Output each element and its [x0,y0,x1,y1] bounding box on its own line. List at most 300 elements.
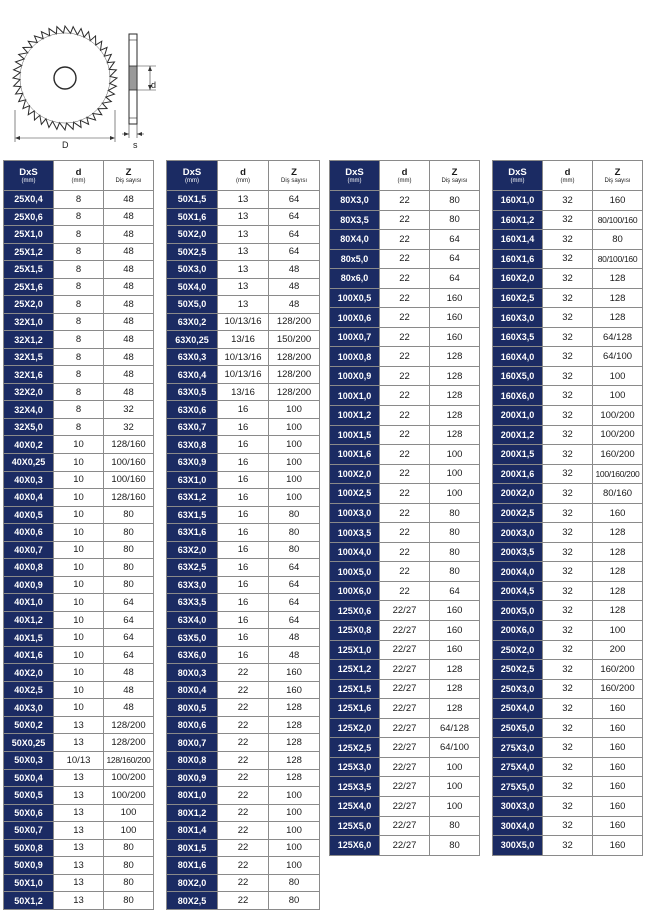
cell-bore-d: 13 [54,787,104,805]
cell-bore-d: 13 [218,191,269,209]
cell-teeth-z: 128/160/200 [104,752,154,770]
cell-teeth-z: 48 [269,261,320,279]
cell-dxs: 100X1,6 [330,445,380,465]
cell-bore-d: 22 [380,327,430,347]
cell-teeth-z: 80 [104,506,154,524]
cell-bore-d: 8 [54,366,104,384]
table-row [167,752,320,770]
table-row [4,611,154,629]
cell-dxs: 125X5,0 [330,816,380,836]
cell-bore-d: 16 [218,524,269,542]
cell-dxs: 80X1,0 [167,787,218,805]
cell-bore-d: 8 [54,348,104,366]
cell-dxs: 100X6,0 [330,581,380,601]
table-row [167,524,320,542]
cell-teeth-z: 100 [430,484,480,504]
table-row [330,777,480,797]
cell-teeth-z: 128 [430,425,480,445]
cell-dxs: 80X2,0 [167,874,218,892]
cell-teeth-z: 100 [269,471,320,489]
cell-dxs: 50X2,5 [167,243,218,261]
cell-bore-d: 8 [54,278,104,296]
cell-dxs: 40X2,0 [4,664,54,682]
table-row [4,892,154,910]
cell-dxs: 50X1,5 [167,191,218,209]
table-row [493,386,643,406]
table-row [330,503,480,523]
cell-dxs: 80X1,4 [167,822,218,840]
cell-dxs: 63X2,5 [167,559,218,577]
cell-teeth-z: 160 [430,308,480,328]
table-row [4,524,154,542]
table-row [330,581,480,601]
cell-dxs: 63X1,0 [167,471,218,489]
cell-dxs: 25X0,6 [4,208,54,226]
cell-dxs: 40X0,3 [4,471,54,489]
cell-dxs: 40X1,2 [4,611,54,629]
cell-teeth-z: 128 [430,347,480,367]
cell-dxs: 50X0,3 [4,752,54,770]
cell-dxs: 63X1,6 [167,524,218,542]
cell-bore-d: 10 [54,559,104,577]
cell-bore-d: 10/13/16 [218,348,269,366]
cell-bore-d: 10 [54,629,104,647]
cell-bore-d: 22 [380,347,430,367]
cell-bore-d: 22 [380,581,430,601]
cell-dxs: 63X0,9 [167,453,218,471]
cell-teeth-z: 128 [593,542,643,562]
cell-dxs: 160X5,0 [493,366,543,386]
cell-teeth-z: 48 [104,366,154,384]
cell-teeth-z: 64 [104,594,154,612]
cell-teeth-z: 160 [430,621,480,641]
cell-teeth-z: 80 [104,839,154,857]
cell-dxs: 50X5,0 [167,296,218,314]
table-row [493,347,643,367]
table-row [330,269,480,289]
cell-dxs: 63X1,5 [167,506,218,524]
cell-bore-d: 32 [543,796,593,816]
cell-dxs: 160X1,2 [493,210,543,230]
cell-dxs: 80X0,3 [167,664,218,682]
spec-table-1 [3,160,154,910]
table-row [167,611,320,629]
cell-bore-d: 32 [543,386,593,406]
cell-bore-d: 22 [380,445,430,465]
table-row [330,816,480,836]
cell-dxs: 100X3,5 [330,523,380,543]
cell-bore-d: 16 [218,436,269,454]
cell-dxs: 80X3,5 [330,210,380,230]
cell-teeth-z: 64 [104,629,154,647]
cell-bore-d: 22/27 [380,679,430,699]
cell-teeth-z: 48 [104,261,154,279]
cell-bore-d: 22 [380,523,430,543]
table-row [330,308,480,328]
cell-bore-d: 13 [54,839,104,857]
cell-bore-d: 8 [54,418,104,436]
cell-bore-d: 13 [54,822,104,840]
cell-dxs: 40X1,0 [4,594,54,612]
cell-bore-d: 16 [218,401,269,419]
cell-bore-d: 22 [380,308,430,328]
cell-teeth-z: 80 [430,523,480,543]
table-row [330,425,480,445]
cell-bore-d: 22/27 [380,816,430,836]
cell-teeth-z: 48 [104,313,154,331]
cell-teeth-z: 128 [430,660,480,680]
cell-teeth-z: 128/200 [104,716,154,734]
cell-teeth-z: 128 [593,288,643,308]
cell-teeth-z: 160 [269,681,320,699]
cell-dxs: 160X2,5 [493,288,543,308]
cell-dxs: 25X0,4 [4,191,54,209]
cell-dxs: 100X0,9 [330,366,380,386]
cell-teeth-z: 128 [269,699,320,717]
cell-teeth-z: 128/200 [269,383,320,401]
cell-bore-d: 32 [543,621,593,641]
cell-dxs: 40X1,6 [4,646,54,664]
cell-bore-d: 16 [218,576,269,594]
cell-dxs: 100X3,0 [330,503,380,523]
cell-teeth-z: 100 [430,796,480,816]
cell-teeth-z: 100/200 [593,406,643,426]
cell-bore-d: 16 [218,629,269,647]
cell-teeth-z: 64 [269,576,320,594]
cell-bore-d: 22 [380,249,430,269]
col-header-dxs: DxS (mm) [4,161,54,191]
table-row [493,660,643,680]
cell-bore-d: 8 [54,296,104,314]
cell-teeth-z: 160 [593,191,643,211]
cell-bore-d: 8 [54,261,104,279]
cell-dxs: 32X1,2 [4,331,54,349]
cell-dxs: 40X0,9 [4,576,54,594]
table-row [167,874,320,892]
table-row [330,562,480,582]
cell-dxs: 50X1,6 [167,208,218,226]
cell-bore-d: 32 [543,640,593,660]
cell-bore-d: 10 [54,576,104,594]
table-row [4,804,154,822]
cell-dxs: 200X1,5 [493,445,543,465]
cell-bore-d: 32 [543,366,593,386]
table-row [330,249,480,269]
table-row [493,210,643,230]
cell-teeth-z: 80 [104,874,154,892]
table-row [4,874,154,892]
table-row [167,453,320,471]
col-header-d: d (mm) [543,161,593,191]
cell-teeth-z: 100 [269,839,320,857]
cell-dxs: 275X4,0 [493,757,543,777]
cell-teeth-z: 128 [593,601,643,621]
cell-bore-d: 10 [54,541,104,559]
table-row [167,892,320,910]
cell-dxs: 80X4,0 [330,230,380,250]
cell-dxs: 50X1,2 [4,892,54,910]
cell-bore-d: 22/27 [380,601,430,621]
table-row [4,541,154,559]
cell-dxs: 80x5,0 [330,249,380,269]
dimension-s [122,124,144,138]
cell-dxs: 80X1,2 [167,804,218,822]
cell-teeth-z: 48 [104,278,154,296]
table-row [330,523,480,543]
cell-teeth-z: 48 [104,699,154,717]
table-row [167,822,320,840]
table-row [493,640,643,660]
table-row [4,752,154,770]
table-row [493,836,643,856]
cell-dxs: 125X3,0 [330,757,380,777]
cell-bore-d: 32 [543,699,593,719]
cell-bore-d: 13/16 [218,383,269,401]
cell-teeth-z: 48 [104,296,154,314]
cell-dxs: 200X1,2 [493,425,543,445]
cell-teeth-z: 160/200 [593,660,643,680]
table-row [4,296,154,314]
cell-dxs: 80X0,4 [167,681,218,699]
cell-dxs: 40X0,5 [4,506,54,524]
cell-bore-d: 16 [218,541,269,559]
cell-teeth-z: 160 [593,816,643,836]
table-row [493,445,643,465]
cell-bore-d: 8 [54,383,104,401]
cell-bore-d: 22/27 [380,718,430,738]
cell-teeth-z: 100 [269,418,320,436]
cell-teeth-z: 80 [269,541,320,559]
table-row [493,269,643,289]
cell-teeth-z: 80 [269,506,320,524]
cell-dxs: 100X1,2 [330,406,380,426]
cell-dxs: 50X0,9 [4,857,54,875]
cell-dxs: 80X0,8 [167,752,218,770]
table-row [330,210,480,230]
cell-bore-d: 32 [543,542,593,562]
table-row [4,226,154,244]
cell-teeth-z: 128 [269,769,320,787]
cell-dxs: 200X2,5 [493,503,543,523]
cell-dxs: 63X3,5 [167,594,218,612]
cell-teeth-z: 80 [104,892,154,910]
col-header-d: d (mm) [54,161,104,191]
cell-bore-d: 13 [54,804,104,822]
cell-bore-d: 32 [543,327,593,347]
cell-dxs: 40X0,7 [4,541,54,559]
cell-dxs: 50X0,6 [4,804,54,822]
cell-teeth-z: 128/200 [269,348,320,366]
cell-teeth-z: 128/200 [104,734,154,752]
table-row [4,261,154,279]
table-row [493,621,643,641]
cell-bore-d: 10 [54,646,104,664]
cell-teeth-z: 64 [269,208,320,226]
cell-teeth-z: 160 [593,503,643,523]
cell-dxs: 80X0,6 [167,716,218,734]
cell-teeth-z: 48 [269,296,320,314]
table-row [4,331,154,349]
cell-dxs: 50X2,0 [167,226,218,244]
table-row [167,734,320,752]
cell-teeth-z: 80 [104,541,154,559]
col-header-dxs: DxS (mm) [167,161,218,191]
cell-dxs: 50X1,0 [4,874,54,892]
cell-dxs: 80X3,0 [330,191,380,211]
cell-teeth-z: 64/100 [430,738,480,758]
table-row [4,857,154,875]
cell-bore-d: 32 [543,464,593,484]
cell-bore-d: 22/27 [380,757,430,777]
cell-teeth-z: 64/128 [430,718,480,738]
cell-dxs: 100X4,0 [330,542,380,562]
cell-bore-d: 10 [54,471,104,489]
cell-dxs: 160X4,0 [493,347,543,367]
cell-teeth-z: 160 [593,738,643,758]
table-row [167,401,320,419]
cell-dxs: 63X5,0 [167,629,218,647]
cell-teeth-z: 128/160 [104,489,154,507]
cell-teeth-z: 48 [104,681,154,699]
cell-teeth-z: 100 [104,804,154,822]
cell-bore-d: 22 [218,839,269,857]
table-row [4,559,154,577]
cell-teeth-z: 160 [269,664,320,682]
table-row [330,191,480,211]
cell-dxs: 32X1,5 [4,348,54,366]
cell-teeth-z: 100/160/200 [593,464,643,484]
cell-teeth-z: 80 [430,542,480,562]
cell-dxs: 32X1,0 [4,313,54,331]
cell-teeth-z: 100 [430,757,480,777]
cell-dxs: 50X0,8 [4,839,54,857]
cell-bore-d: 13 [218,278,269,296]
table-row [493,816,643,836]
cell-bore-d: 22 [380,562,430,582]
table-row [330,621,480,641]
cell-dxs: 32X2,0 [4,383,54,401]
cell-dxs: 32X4,0 [4,401,54,419]
table-row [167,243,320,261]
table-row [167,629,320,647]
cell-bore-d: 22 [380,503,430,523]
table-row [167,418,320,436]
cell-dxs: 100X1,5 [330,425,380,445]
cell-bore-d: 16 [218,646,269,664]
saw-blade-icon [13,26,117,130]
cell-teeth-z: 80 [104,576,154,594]
cell-teeth-z: 128 [430,366,480,386]
cell-teeth-z: 32 [104,401,154,419]
table-row [167,383,320,401]
cell-bore-d: 16 [218,453,269,471]
cell-bore-d: 8 [54,401,104,419]
cell-bore-d: 8 [54,191,104,209]
spec-table-3 [329,160,480,856]
cell-bore-d: 32 [543,738,593,758]
table-row [4,453,154,471]
cell-bore-d: 22 [218,716,269,734]
cell-teeth-z: 160 [593,777,643,797]
table-row [167,471,320,489]
cell-dxs: 160X6,0 [493,386,543,406]
col-header-z: Z Diş sayısı [104,161,154,191]
cell-teeth-z: 128 [593,308,643,328]
cell-dxs: 63X0,6 [167,401,218,419]
saw-blade-diagram [0,0,170,152]
cell-bore-d: 13 [54,716,104,734]
table-row [167,769,320,787]
cell-bore-d: 13 [54,874,104,892]
cell-teeth-z: 100 [269,453,320,471]
cell-bore-d: 10 [54,524,104,542]
cell-bore-d: 16 [218,489,269,507]
cell-teeth-z: 48 [104,348,154,366]
cell-bore-d: 22 [380,269,430,289]
cell-dxs: 63X0,7 [167,418,218,436]
cell-teeth-z: 64 [269,226,320,244]
cell-teeth-z: 160/200 [593,445,643,465]
table-row [4,629,154,647]
table-row [167,839,320,857]
cell-bore-d: 22 [218,804,269,822]
cell-teeth-z: 128 [430,386,480,406]
cell-bore-d: 13 [218,296,269,314]
cell-teeth-z: 80 [104,559,154,577]
cell-bore-d: 22 [380,386,430,406]
cell-teeth-z: 48 [104,243,154,261]
table-row [330,406,480,426]
cell-bore-d: 13 [218,226,269,244]
table-row [167,208,320,226]
cell-bore-d: 32 [543,191,593,211]
cell-bore-d: 13 [54,769,104,787]
table-row [167,716,320,734]
cell-dxs: 40X1,5 [4,629,54,647]
cell-teeth-z: 64 [430,581,480,601]
cell-teeth-z: 160 [593,699,643,719]
cell-dxs: 80X0,9 [167,769,218,787]
cell-teeth-z: 128 [430,699,480,719]
label-d: d [151,80,157,90]
cell-bore-d: 10 [54,699,104,717]
cell-dxs: 200X4,0 [493,562,543,582]
cell-bore-d: 22 [380,406,430,426]
cell-bore-d: 16 [218,594,269,612]
cell-bore-d: 22 [380,366,430,386]
cell-bore-d: 13/16 [218,331,269,349]
cell-bore-d: 13 [218,261,269,279]
cell-dxs: 50X4,0 [167,278,218,296]
table-row [167,506,320,524]
cell-teeth-z: 128 [269,734,320,752]
cell-dxs: 200X3,5 [493,542,543,562]
cell-teeth-z: 160 [593,757,643,777]
cell-teeth-z: 100/160 [104,453,154,471]
cell-teeth-z: 80 [593,230,643,250]
cell-dxs: 300X3,0 [493,796,543,816]
table-row [493,562,643,582]
table-row [167,646,320,664]
table-row [4,278,154,296]
cell-bore-d: 32 [543,581,593,601]
cell-bore-d: 10/13 [54,752,104,770]
cell-bore-d: 13 [54,892,104,910]
cell-bore-d: 10 [54,611,104,629]
cell-dxs: 160X1,0 [493,191,543,211]
table-row [493,406,643,426]
cell-bore-d: 22/27 [380,777,430,797]
